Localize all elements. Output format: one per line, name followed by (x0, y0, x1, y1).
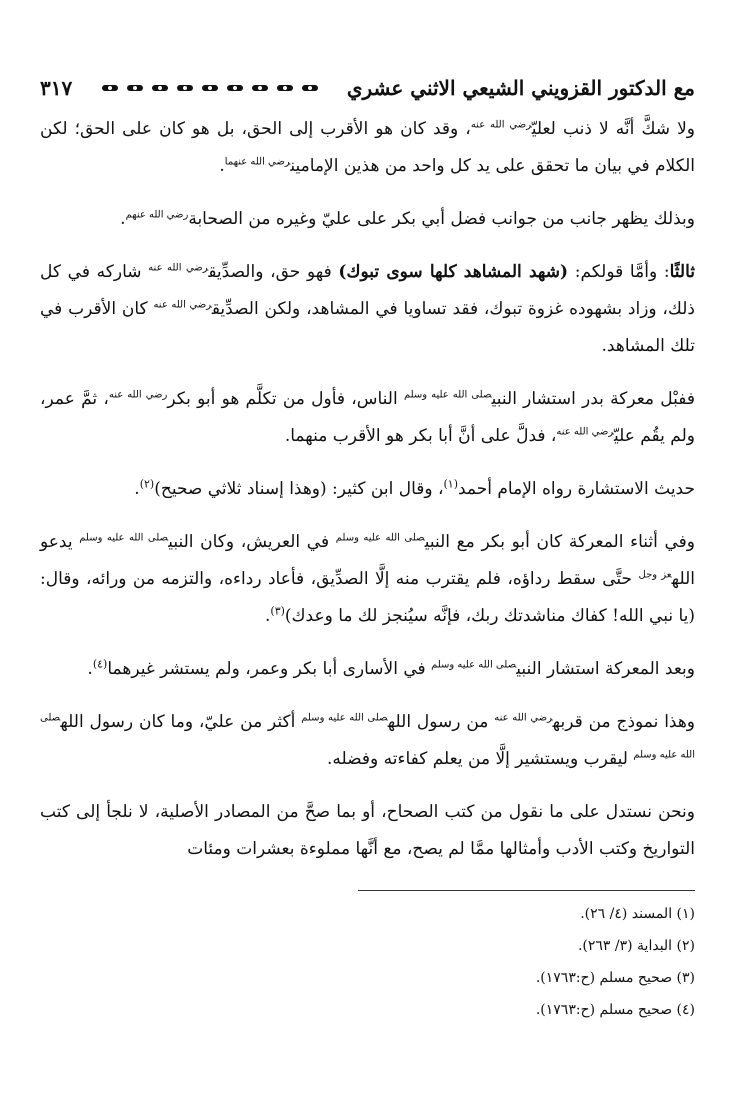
point-label: ثالثًا (669, 262, 695, 282)
footnote-divider (358, 890, 695, 891)
text-run: حديث الاستشارة رواه الإمام أحمد (458, 479, 695, 499)
text-run: شاركه في كل ذلك، وزاد بشهوده غزوة تبوك، فقد تساويا في المشاهد، ولكن الصدِّيق (40, 262, 695, 319)
running-header-title: مع الدكتور القزويني الشيعي الاثني عشري (346, 76, 695, 100)
text-run: في العريش، وكان النبي (168, 532, 336, 552)
honorific: صلى الله عليه وسلم (403, 389, 492, 401)
honorific: رضي الله عنه (153, 299, 212, 311)
honorific: رضي الله عنهما (224, 156, 291, 168)
honorific: رضي الله عنه (494, 712, 553, 724)
text-run: ولا شكَّ أنَّه لا ذنب لعليّ (531, 119, 696, 139)
paragraph-8 (40, 704, 695, 778)
paragraph-7 (40, 651, 695, 688)
text-run: من رسول الله (387, 712, 495, 732)
text-run: فهو حق، والصدِّيق (208, 262, 339, 282)
text-run: ، وقد كان هو الأقرب إلى الحق، بل هو كان على الحق؛ لكن الكلام في بيان ما تحقق على يد كل واحد من هذين الإمامين (40, 119, 695, 176)
honorific: صلى الله عليه وسلم (301, 712, 388, 724)
honorific: رضي الله عنهم (125, 209, 189, 221)
main-text (40, 111, 695, 868)
text-run: يدعو الله (40, 532, 695, 589)
footnotes (0, 898, 695, 1026)
honorific: صلى الله عليه وسلم (40, 712, 695, 761)
text-run: . (264, 606, 271, 626)
footnote: (٢) البداية (٣/ ٢٦٣). (577, 938, 695, 954)
honorific: رضي الله عنه (148, 262, 209, 274)
quoted-claim: (شهد المشاهد كلها سوى تبوك) (338, 262, 569, 282)
footnote-ref: (٣) (270, 604, 285, 618)
running-header (40, 70, 695, 107)
text-run: : وأمَّا قولكم: (568, 262, 670, 282)
paragraph-2 (40, 201, 695, 238)
text-run: وهذا نموذج من قربه (552, 712, 696, 732)
footnote-ref: (١) (443, 477, 458, 491)
text-run: ففبْل معركة بدر استشار النبي (491, 389, 695, 409)
book-page (40, 70, 696, 1018)
paragraph-5 (40, 471, 695, 508)
honorific: رضي الله عنه (108, 389, 168, 401)
paragraph-3 (40, 254, 695, 365)
text-run: ونحن نستدل على ما نقول من كتب الصحاح، أو بما صحَّ من المصادر الأصلية، لا نلجأ إلى كتب التواريخ وكتب الأدب وأمثالها ممَّا لم يصح، مع أنَّها مملوءة بعشرات ومئات (40, 802, 695, 859)
text-run: ليقرب ويستشير إلَّا من يعلم كفاءته وفضله. (327, 749, 634, 769)
text-run: كان الأقرب في تلك المشاهد. (40, 299, 695, 356)
text-run: ، وقال ابن كثير: (وهذا إسناد ثلاثي صحيح) (154, 479, 444, 499)
paragraph-9 (40, 794, 695, 868)
footnote: (١) المسند (٤/ ٢٦). (580, 906, 695, 922)
footnote-ref: (٤) (92, 657, 108, 671)
footnote-ref: (٢) (139, 477, 155, 491)
honorific: رضي الله عنه (470, 119, 532, 131)
footnote: (٤) صحيح مسلم (ح:١٧٦٣). (535, 1002, 695, 1018)
text-run: . (219, 156, 225, 176)
text-run: . (87, 659, 93, 679)
text-run: وفي أثناء المعركة كان أبو بكر مع النبي (424, 532, 695, 552)
header-ornament-icon (72, 83, 347, 93)
text-run: وبذلك يظهر جانب من جوانب فضل أبي بكر على عليّ وغيره من الصحابة (188, 209, 695, 229)
text-run: ، ثمَّ عمر، ولم يقُم عليّ (40, 389, 695, 446)
text-run: في الأسارى أبا بكر وعمر، ولم يستشر غيرهما (107, 659, 432, 679)
text-run: الناس، فأول من تكلَّم هو أبو بكر (167, 389, 404, 409)
text-run: . (120, 209, 126, 229)
honorific: صلى الله عليه وسلم (335, 532, 425, 544)
footnote: (٣) صحيح مسلم (ح:١٧٦٣). (535, 970, 695, 986)
text-run: ، فدلَّ على أنَّ أبا بكر هو الأقرب منهما. (284, 426, 557, 446)
text-run: حتَّى سقط رداؤه، فلم يقترب منه إلَّا الصدِّيق، فأعاد رداءه، والتزمه من ورائه، وقال: (يا نبي الله! كفاك مناشدتك ربك، فإنَّه سيُنجز لك ما وعدك) (40, 569, 695, 626)
paragraph-6 (40, 524, 695, 635)
honorific: رضي الله عنه (556, 426, 614, 438)
page-number: ٣١٧ (40, 76, 73, 100)
text-run: وبعد المعركة استشار النبي (516, 659, 695, 679)
paragraph-4 (40, 381, 695, 455)
honorific: عز وجل (638, 569, 672, 581)
honorific: صلى الله عليه وسلم (79, 532, 169, 544)
honorific: صلى الله عليه وسلم (431, 659, 517, 671)
text-run: أكثر من عليّ، وما كان رسول الله (60, 712, 302, 732)
text-run: . (134, 479, 140, 499)
paragraph-1 (40, 111, 695, 185)
